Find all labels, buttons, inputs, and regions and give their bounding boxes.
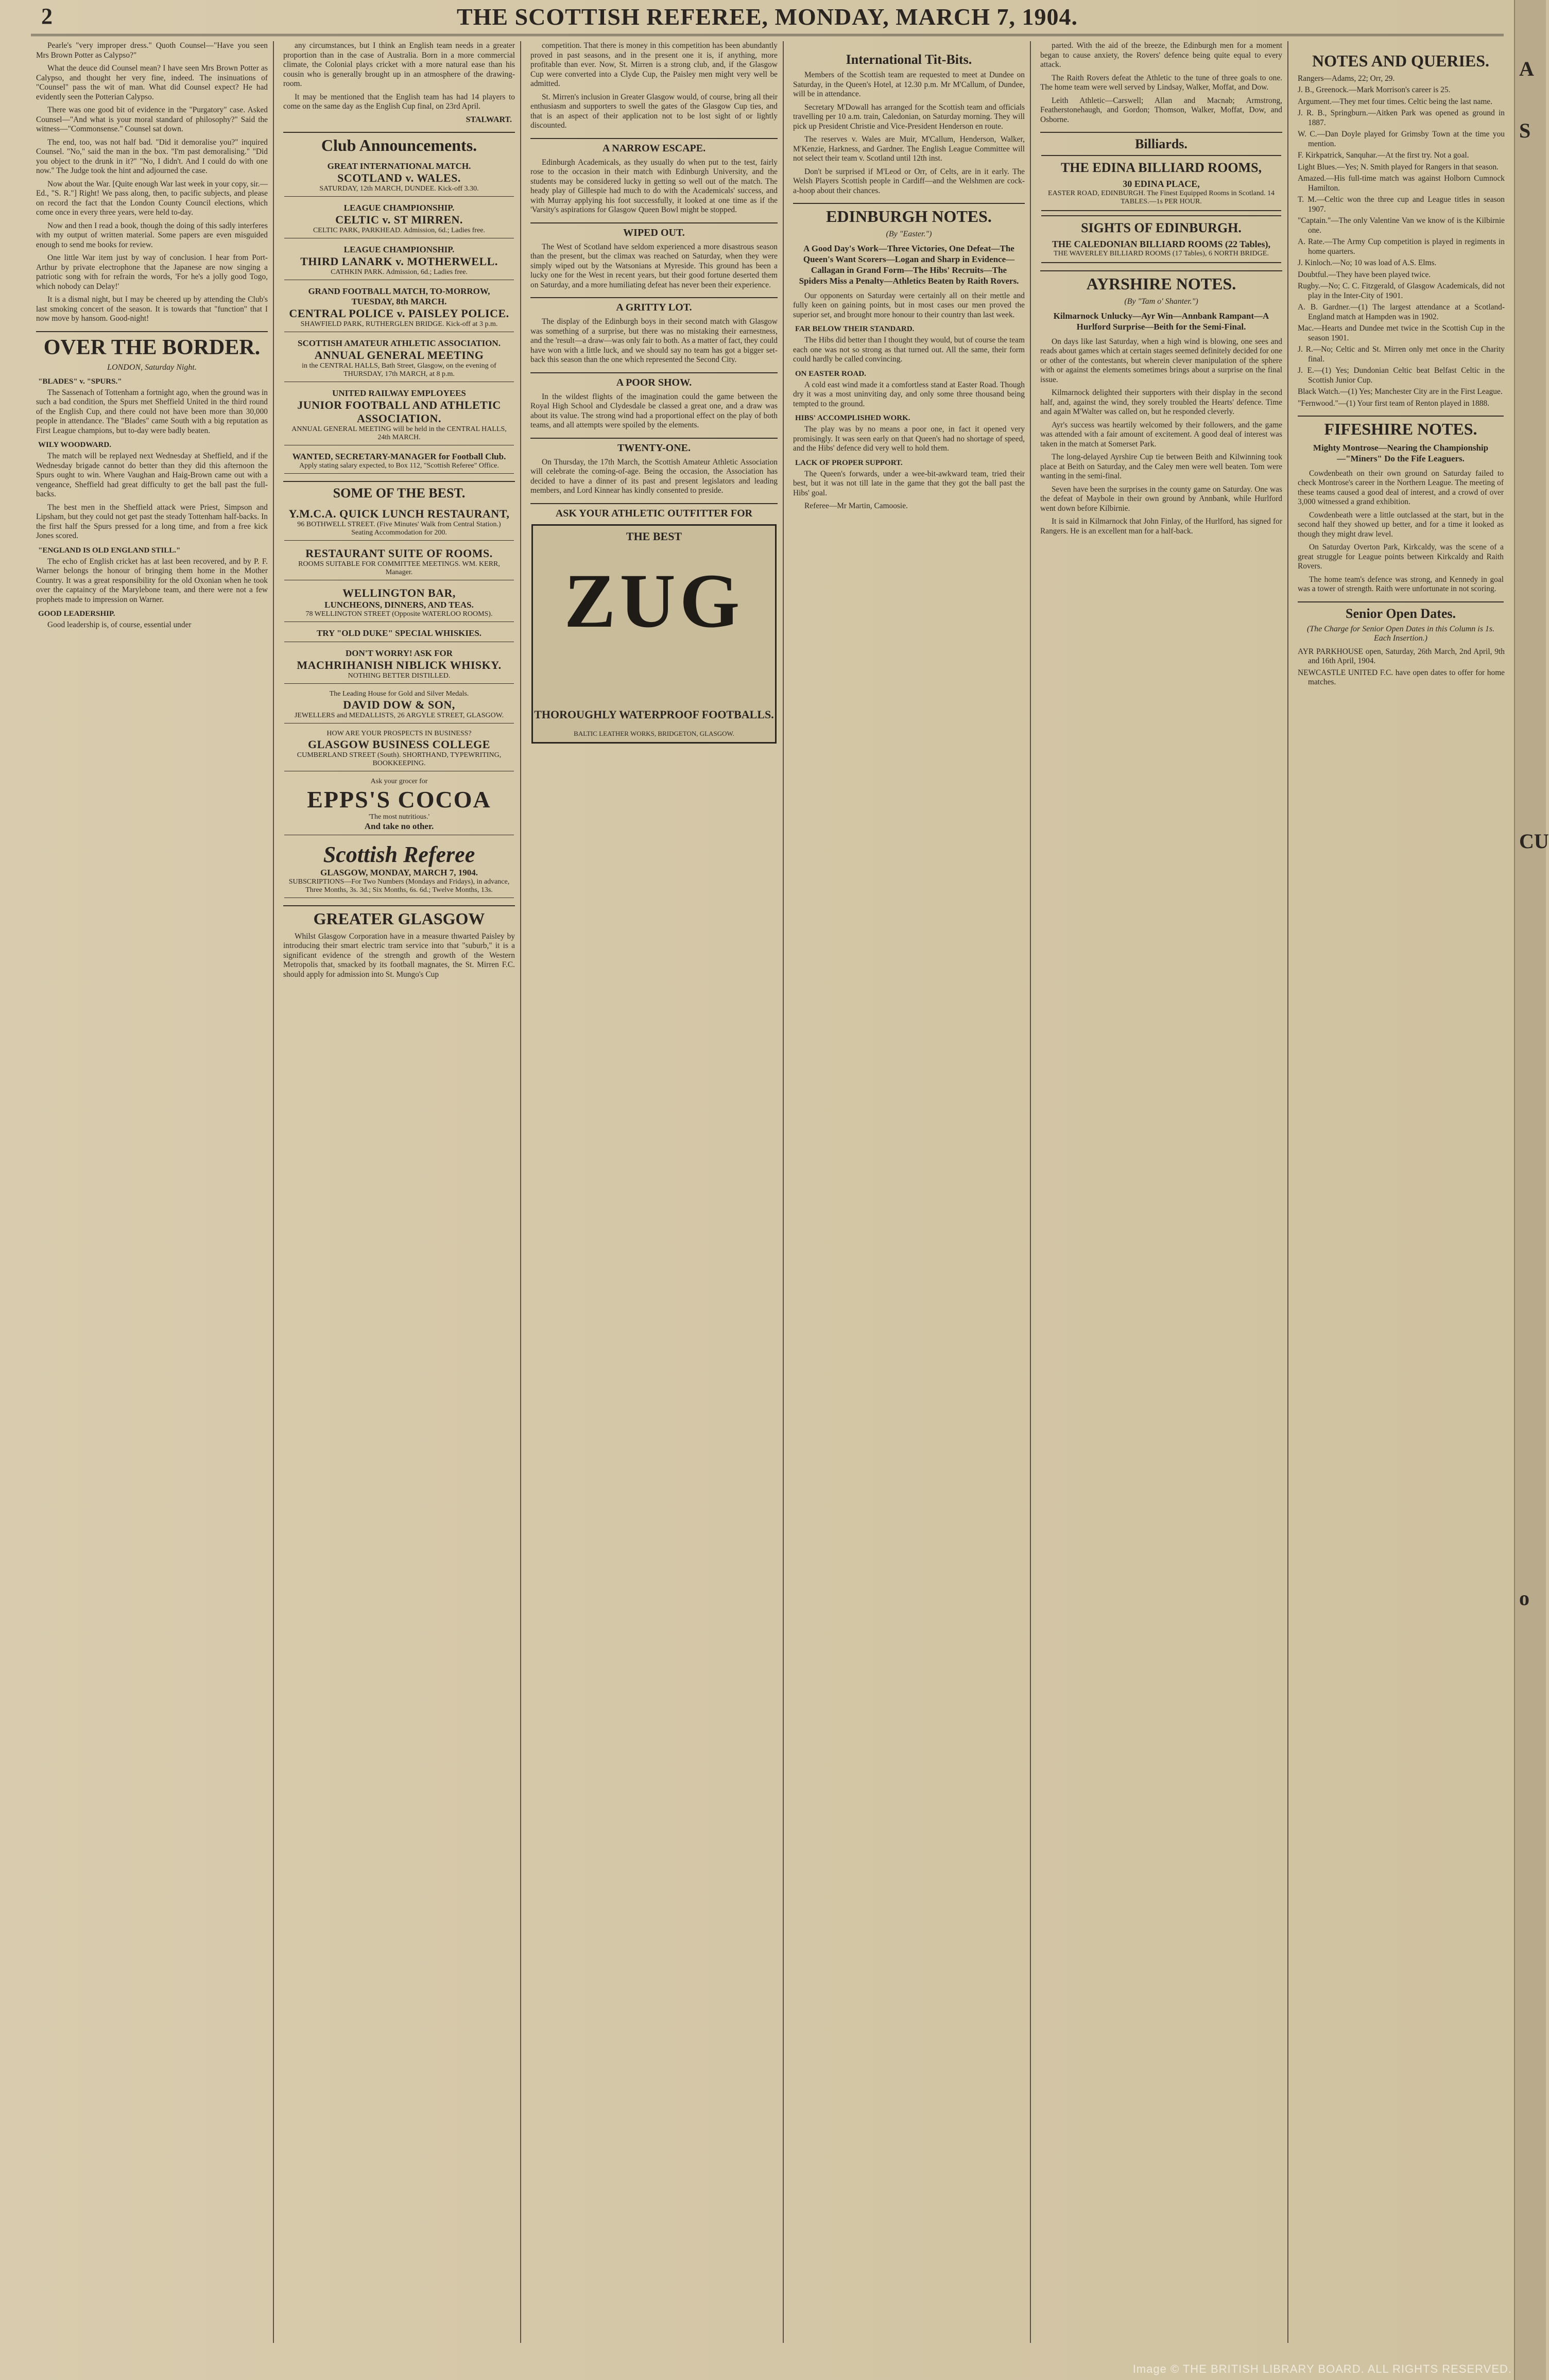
query-answer: J. R.—No; Celtic and St. Mirren only met once in the Charity final. — [1298, 345, 1505, 364]
ad-line: THE CALEDONIAN BILLIARD ROOMS (22 Tables), — [1052, 239, 1271, 250]
ad-line: BALTIC LEATHER WORKS, BRIDGETON, GLASGOW. — [574, 729, 734, 737]
ad-line: GLASGOW BUSINESS COLLEGE — [308, 738, 490, 751]
ad-line: CELTIC v. ST MIRREN. — [335, 213, 463, 227]
ad-line: The Leading House for Gold and Silver Medals. — [329, 690, 469, 698]
ad-line: Y.M.C.A. QUICK LUNCH RESTAURANT, — [288, 507, 510, 521]
ad-line: CELTIC PARK, PARKHEAD. Admission, 6d.; Ladies free. — [313, 227, 486, 235]
ad-line: Apply stating salary expected, to Box 112, "Scottish Referee" Office. — [299, 462, 499, 470]
ad-line: HOW ARE YOUR PROSPECTS IN BUSINESS? — [326, 730, 472, 738]
article-paragraph: On days like last Saturday, when a high wind is blowing, one sees and reads about games which at certain stages seemed definitely decided for one or other of the contestants, but wherein clever manipulation of the sphere with or against the elements sometimes brings about a surprise on the final issue. — [1040, 337, 1282, 384]
article-paragraph: The match will be replayed next Wednesday at Sheffield, and if the Wednesday brigade cannot do better than they did this afternoon the Spurs ought to win. Where Vaughan and Haig-Brown came out with a vengeance, Sheffield had great difficulty to get the ball past the full-backs. — [36, 452, 268, 499]
article-paragraph: On Saturday Overton Park, Kirkcaldy, was the scene of a great struggle for League points between Kirkcaldy and Raith Rovers. — [1298, 543, 1504, 571]
subheading: GOOD LEADERSHIP. — [38, 610, 115, 618]
ad-line: ANNUAL GENERAL MEETING — [314, 349, 484, 362]
advertisement — [284, 625, 514, 642]
subheading: ON EASTER ROAD. — [795, 369, 866, 378]
query-answer: Light Blues.—Yes; N. Smith played for Rangers in that season. — [1298, 162, 1499, 171]
query-answer: A. Rate.—The Army Cup competition is played in regiments in home quarters. — [1298, 237, 1505, 256]
article-paragraph: Edinburgh Academicals, as they usually do when put to the test, fairly rose to the occasion in their match with Edinburgh University, and the students may be considered lucky in getting so well out of the match. The heady play of Gillespie had much to do with the Academicals' success, and with Murray applying his foot successfully, it looked at one time as if the 'Varsity's aspirations for Glasgow Queen Bowl might be stopped. — [530, 158, 778, 214]
open-date-notice: AYR PARKHOUSE open, Saturday, 26th March, 2nd April, 9th and 16th April, 1904. — [1298, 647, 1505, 666]
byline: (By "Tam o' Shanter.") — [1124, 297, 1198, 306]
article-paragraph: Good leadership is, of course, essential under — [47, 620, 192, 630]
ad-line: ANNUAL GENERAL MEETING will be held in the CENTRAL HALLS, 24th MARCH. — [291, 425, 507, 442]
subscription-info: SUBSCRIPTIONS—For Two Numbers (Mondays and Fridays), in advance, Three Months, 3s. 3d.; Six Months, 6s. 6d.; Twelve Months, 13s. — [288, 878, 510, 894]
query-answer: F. Kirkpatrick, Sanquhar.—At the first try. Not a goal. — [1298, 151, 1469, 160]
query-answer: W. C.—Dan Doyle played for Grimsby Town at the time you mention. — [1298, 130, 1505, 148]
dateline: LONDON, Saturday Night. — [107, 363, 197, 372]
article-paragraph: The display of the Edinburgh boys in their second match with Glasgow was something of a surprise, but there was no mistaking their earnestness, and the 'result—a draw—was only fair to both. As a matter of fact, they could have won with a little luck, and we should say no team has got a bigger set-back this season than the one which represented the Second City. — [530, 317, 778, 364]
club-announcement — [284, 385, 514, 445]
club-announcement — [284, 158, 514, 197]
masthead — [31, 3, 1504, 36]
ad-line: JUNIOR FOOTBALL AND ATHLETIC ASSOCIATION. — [297, 399, 501, 425]
ad-brand: EPPS'S COCOA — [307, 786, 491, 813]
article-paragraph: The echo of English cricket has at last been recovered, and by P. F. Warner belongs the honour of bringing them home in the Mother Country. It was a great responsibility for the old Oxonian when he took over the captaincy of the Marylebone team, and there were not a few prophets made to impression on Warner. — [36, 557, 268, 604]
query-answer: "Fernwood."—(1) Your first team of Renton played in 1888. — [1298, 399, 1490, 408]
article-paragraph: The Raith Rovers defeat the Athletic to the tune of three goals to one. The home team were well served by Lindsay, Walker, Moffat, and Dow. — [1040, 73, 1282, 92]
query-answer: "Captain."—The only Valentine Van we know of is the Kilbirnie one. — [1298, 216, 1505, 235]
query-answer: Amazed.—His full-time match was against Holborn Cumnock Hamilton. — [1298, 174, 1505, 193]
adjacent-page-strip — [1514, 0, 1546, 2380]
article-paragraph: Secretary M'Dowall has arranged for the Scottish team and officials travelling per 10 a.m. train, Caledonian, on Saturday morning. They will pick up President Christie and Vice-President Henderson en route. — [793, 102, 1025, 131]
article-paragraph: Referee—Mr Martin, Camoosie. — [804, 502, 908, 511]
ad-line: LUNCHEONS, DINNERS, AND TEAS. — [324, 600, 474, 610]
article-paragraph: competition. That there is money in this competition has been abundantly proved in past seasons, and in the present one it is, if anything, more profitable than ever. Now, St. Mirren is a strong club, and, if the Glasgow Cup were converted into a Clyde Cup, the Paisley men might very well be admitted. — [530, 41, 778, 88]
paper-date: GLASGOW, MONDAY, MARCH 7, 1904. — [320, 868, 478, 878]
article-paragraph: Seven have been the surprises in the county game on Saturday. One was the defeat of Maybole in their own ground by Annbank, while Hurlford went down before Kilbirnie. — [1040, 485, 1282, 513]
ad-line: 'The most nutritious.' — [368, 813, 430, 821]
subheading: FAR BELOW THEIR STANDARD. — [795, 325, 915, 334]
subheading: WILY WOODWARD. — [38, 441, 111, 450]
article-paragraph: Leith Athletic—Carswell; Allan and Macnab; Armstrong, Featherstonehaugh, and Gordon; Thomson, Walker, Moffat, Dow, and Osborne. — [1040, 96, 1282, 124]
ad-line: TRY "OLD DUKE" SPECIAL WHISKIES. — [316, 628, 482, 639]
ad-line: NOTHING BETTER DISTILLED. — [348, 672, 451, 680]
epps-cocoa-advertisement — [284, 774, 514, 835]
article-paragraph: parted. With the aid of the breeze, the Edinburgh men for a moment began to cause anxiety, the Rovers' defence being quite equal to every attack. — [1040, 41, 1282, 69]
subheading: "BLADES" v. "SPURS." — [38, 377, 122, 386]
section-heading: NOTES AND QUERIES. — [1312, 51, 1490, 70]
section-heading: GREATER GLASGOW — [283, 905, 515, 928]
article-paragraph: any circumstances, but I think an English team needs in a greater proportion than in the case of Australia. Born in a more commercial climate, the Colonial plays cricket with a more natural ease than his cousin who is generally brought up in an atmosphere of the drawing-room. — [283, 41, 515, 88]
ad-line: LEAGUE CHAMPIONSHIP. — [343, 203, 455, 213]
article-paragraph: The West of Scotland have seldom experienced a more disastrous season than the present, but the climax was reached on Saturday, when they were simply wiped out by the Watsonians at Myreside. This ground has been a lucky one for the West in recent years, but their good fortune deserted them on Saturday, and a more humiliating defeat has never been their experience. — [530, 242, 778, 289]
ad-line: GREAT INTERNATIONAL MATCH. — [327, 161, 471, 171]
ad-line: 78 WELLINGTON STREET (Opposite WATERLOO ROOMS). — [305, 610, 493, 618]
query-answer: Mac.—Hearts and Dundee met twice in the Scottish Cup in the season 1901. — [1298, 324, 1505, 342]
newspaper-title: THE SCOTTISH REFEREE, MONDAY, MARCH 7, 1904. — [456, 4, 1078, 30]
article-paragraph: The best men in the Sheffield attack were Priest, Simpson and Lipsham, but they could not get past the steady Tottenham half-backs. In the first half the Spurs pressed for a long time, and from a free kick Jones scored. — [36, 503, 268, 541]
article-paragraph: Our opponents on Saturday were certainly all on their mettle and fully keen on gaining points, but in most cases our men proved the superior set, and brought more honour to their country than last week. — [793, 291, 1025, 319]
ad-line: EASTER ROAD, EDINBURGH. The Finest Equipped Rooms in Scotland. 14 TABLES.—1s PER HOUR. — [1048, 189, 1275, 206]
article-paragraph: It is a dismal night, but I may be cheered up by attending the Club's last smoking concert of the season. It is towards that "function" that I now move by hansom. Good-night! — [36, 295, 268, 323]
ad-line: CATHKIN PARK. Admission, 6d.; Ladies free. — [331, 268, 468, 277]
column-5 — [1035, 41, 1288, 2343]
query-answer: Rangers—Adams, 22; Orr, 29. — [1298, 74, 1395, 83]
article-paragraph: Members of the Scottish team are requested to meet at Dundee on Saturday, in the Queen's Hotel, at 12.30 p.m. Mr M'Callum, of Dundee, will be in attendance. — [793, 71, 1025, 99]
section-heading: AYRSHIRE NOTES. — [1040, 270, 1282, 293]
article-deck: A Good Day's Work—Three Victories, One Defeat—The Queen's Want Scorers—Logan and Sharp in Evidence—Callagan in Grand Form—The Hibs' Recruits—The Spiders Miss a Penalty—Athletics Beaten by Raith Rovers. — [799, 243, 1019, 286]
article-deck: Mighty Montrose—Nearing the Championship—"Miners" Do the Fife Leaguers. — [1313, 442, 1489, 463]
copyright-watermark: Image © THE BRITISH LIBRARY BOARD. ALL RIGHTS RESERVED. — [1132, 2362, 1512, 2375]
ad-line: SHAWFIELD PARK, RUTHERGLEN BRIDGE. Kick-off at 3 p.m. — [300, 320, 498, 329]
byline: (By "Easter.") — [886, 229, 932, 238]
article-paragraph: On Thursday, the 17th March, the Scottish Amateur Athletic Association will celebrate the coming-of-age. Being the occasion, the Association has decided to have a dinner of its past and present legislators and leading members, and Lord Kinnear has kindly consented to preside. — [530, 457, 778, 495]
query-answer: J. E.—(1) Yes; Dundonian Celtic beat Belfast Celtic in the Scottish Junior Cup. — [1298, 366, 1505, 385]
section-heading: Club Announcements. — [283, 132, 515, 154]
article-paragraph: The home team's defence was strong, and Kennedy in goal was a tower of strength. Raith were unfortunate in not scoring. — [1298, 575, 1504, 594]
ad-line: DON'T WORRY! ASK FOR — [346, 648, 453, 659]
article-paragraph: Pearle's "very improper dress." Quoth Counsel—"Have you seen Mrs Brown Potter as Calypso?" — [36, 41, 268, 60]
article-paragraph: One little War item just by way of conclusion. I hear from Port-Arthur by private electrophone that the Japanese are now singing a patriotic song with for refrain the words, 'For he's a jolly good Togo, which nobody can Delay!' — [36, 253, 268, 291]
ad-line: JEWELLERS and MEDALLISTS, 26 ARGYLE STREET, GLASGOW. — [294, 712, 504, 720]
article-paragraph: Cowdenbeath on their own ground on Saturday failed to check Montrose's career in the Northern League. The meeting of these teams caused a good deal of interest, and a crowd of over 3,000 witnessed a grand exhibition. — [1298, 469, 1504, 507]
adjacent-page-letter: CU — [1519, 830, 1549, 853]
query-answer: T. M.—Celtic won the three cup and League titles in season 1907. — [1298, 195, 1505, 214]
ad-line: WELLINGTON BAR, — [342, 587, 456, 600]
ad-line: 96 BOTHWELL STREET. (Five Minutes' Walk from Central Station.) Seating Accommodation for 200. — [297, 521, 501, 537]
article-paragraph: There was one good bit of evidence in the "Purgatory" case. Asked Counsel—"And what is your moral standard of philosophy?" Said the witness—"Commonsense." Counsel sat down. — [36, 106, 268, 133]
query-answer: A. B. Gardner.—(1) The largest attendance at a Scotland-England match at Hampden was in 1902. — [1298, 303, 1505, 321]
ad-line: UNITED RAILWAY EMPLOYEES — [332, 388, 466, 399]
ad-line: SATURDAY, 12th MARCH, DUNDEE. Kick-off 3.30. — [319, 185, 479, 193]
query-answer: Argument.—They met four times. Celtic being the last name. — [1298, 97, 1492, 106]
article-paragraph: It may be mentioned that the English team has had 14 players to come on the same day as the English Cup final, on 23rd April. — [283, 92, 515, 111]
section-heading: International Tit-Bits. — [846, 52, 972, 67]
open-date-notice: NEWCASTLE UNITED F.C. have open dates to offer for home matches. — [1298, 668, 1505, 687]
ad-line: LEAGUE CHAMPIONSHIP. — [343, 245, 455, 255]
advertisement — [284, 504, 514, 541]
section-heading: WIPED OUT. — [530, 222, 778, 238]
advertisement — [284, 645, 514, 684]
query-answer: Doubtful.—They have been played twice. — [1298, 270, 1431, 279]
section-heading: OVER THE BORDER. — [36, 331, 268, 359]
adjacent-page-letter: A — [1519, 57, 1534, 80]
section-heading: Billiards. — [1040, 132, 1282, 151]
query-answer: J. R. B., Springburn.—Aitken Park was opened as ground in 1887. — [1298, 109, 1505, 127]
ad-heading: ASK YOUR ATHLETIC OUTFITTER FOR — [530, 503, 778, 519]
ad-brand: ZUG — [564, 558, 744, 644]
article-paragraph: A cold east wind made it a comfortless stand at Easter Road. Though dry it was a most uninviting day, and only some three thousand being tempted to the ground. — [793, 380, 1025, 408]
query-answer: Rugby.—No; C. C. Fitzgerald, of Glasgow Academicals, did not play in the Inter-City of 1901. — [1298, 282, 1505, 300]
article-paragraph: The reserves v. Wales are Muir, M'Callum, Henderson, Walker, M'Kenzie, Harkness, and Gardner. The English League Committee will not select their team v. Scotland until 12th inst. — [793, 135, 1025, 163]
paper-info-box — [284, 838, 514, 898]
club-announcement — [284, 335, 514, 382]
advertisement — [284, 583, 514, 622]
ad-line: WANTED, SECRETARY-MANAGER for Football Club. — [292, 452, 506, 462]
ad-line: THIRD LANARK v. MOTHERWELL. — [300, 255, 498, 268]
subheading: HIBS' ACCOMPLISHED WORK. — [795, 414, 910, 423]
ad-line: DAVID DOW & SON, — [343, 698, 455, 712]
article-paragraph: Now and then I read a book, though the doing of this sadly interferes with my output of written material. Some papers are even misguided enough to send me books for review. — [36, 221, 268, 249]
ad-line: SCOTTISH AMATEUR ATHLETIC ASSOCIATION. — [298, 338, 501, 349]
article-paragraph: Whilst Glasgow Corporation have in a measure thwarted Paisley by introducing their smart electric tram service into that "suburb," it is a significant evidence of the strength and growth of the Western Metropolis that, smacked by its football magnates, the St. Mirren F.C. should apply for admission into St. Mungo's Cup — [283, 932, 515, 979]
article-paragraph: St. Mirren's inclusion in Greater Glasgow would, of course, bring all their enthusiasm and supporters to swell the gates of the Glasgow Cup ties, and that is an aspect of their application not to be lost sight of or lightly discounted. — [530, 92, 778, 130]
ad-line: THE WAVERLEY BILLIARD ROOMS (17 Tables), 6 NORTH BRIDGE. — [1054, 250, 1269, 258]
article-paragraph: In the wildest flights of the imagination could the game between the Royal High School and Clydesdale be classed a great one, and a draw was about its value. The strong wind had a proportional effect on the play of both teams, and all attempts were spoiled by the elements. — [530, 392, 778, 429]
club-announcement — [284, 200, 514, 238]
adjacent-page-letter: o — [1519, 1586, 1529, 1610]
section-heading: Senior Open Dates. — [1298, 601, 1504, 620]
article-paragraph: Kilmarnock delighted their supporters with their display in the second half, and, against the wind, they sorely troubled the Hearts' defence. Time and again M'Walter was called on, but he responded cleverly. — [1040, 388, 1282, 417]
ad-line: Ask your grocer for — [370, 778, 428, 786]
section-heading: A NARROW ESCAPE. — [530, 138, 778, 154]
ad-line: 30 EDINA PLACE, — [1123, 179, 1200, 189]
ad-line: THE EDINA BILLIARD ROOMS, — [1060, 160, 1262, 176]
ad-line: CENTRAL POLICE v. PAISLEY POLICE. — [289, 307, 509, 320]
query-answer: J. B., Greenock.—Mark Morrison's career is 25. — [1298, 85, 1451, 95]
column-4 — [788, 41, 1031, 2343]
section-heading: EDINBURGH NOTES. — [793, 203, 1025, 226]
zug-football-advertisement — [531, 524, 777, 744]
section-heading: A POOR SHOW. — [530, 372, 778, 388]
subheading: LACK OF PROPER SUPPORT. — [795, 458, 903, 467]
section-heading: SOME OF THE BEST. — [283, 481, 515, 500]
article-paragraph: Cowdenbeath were a little outclassed at the start, but in the second half they showed up better, and for a time it looked as though they might draw level. — [1298, 510, 1504, 539]
article-paragraph: The play was by no means a poor one, in fact it opened very promisingly. It was seen early on that Queen's had no shortage of speed, and the Hibs' defence did very well to hold them. — [793, 425, 1025, 453]
article-paragraph: The Sassenach of Tottenham a fortnight ago, when the ground was in such a bad condition, the Spurs met Sheffield United in the third round of the English Cup, and there could not have been more than 30,000 people in attendance. The "Blades" came South with a big reputation as First League champions, but to-day were badly beaten. — [36, 388, 268, 435]
column-2 — [278, 41, 521, 2343]
billiards-advertisement — [1041, 215, 1281, 263]
club-announcement — [284, 242, 514, 280]
ad-line: ROOMS SUITABLE FOR COMMITTEE MEETINGS. WM. KERR, Manager. — [298, 560, 500, 577]
ad-line: MACHRIHANISH NIBLICK WHISKY. — [297, 659, 502, 672]
author-signature: STALWART. — [466, 115, 512, 124]
article-paragraph: It is said in Kilmarnock that John Finlay, of the Hurlford, has signed for Rangers. He is an excellent man for a half-back. — [1040, 517, 1282, 536]
article-paragraph: The Hibs did better than I thought they would, but of course the team each one was not so strong as that turned out. All the same, their form could hardly be called convincing. — [793, 336, 1025, 364]
billiards-advertisement — [1041, 155, 1281, 211]
article-paragraph: Now about the War. [Quite enough War last week in your copy, sir.—Ed., "S. R."] Right! We pass along, then, to pacific subjects, and please on record the fact that the London County Council elections, which come once in every three years, were held to-day. — [36, 179, 268, 217]
section-heading: FIFESHIRE NOTES. — [1298, 416, 1504, 438]
club-announcement — [284, 283, 514, 332]
paper-nameplate: Scottish Referee — [323, 842, 475, 868]
article-paragraph: Don't be surprised if M'Leod or Orr, of Celts, are in it early. The Welsh Players Scottish people in Cardiff—and the Welshmen are cock-a-hoop about their chances. — [793, 167, 1025, 195]
ad-line: GRAND FOOTBALL MATCH, TO-MORROW, TUESDAY, 8th MARCH. — [308, 286, 490, 307]
article-paragraph: The end, too, was not half bad. "Did it demoralise you?" inquired Counsel. "No," said the man in the box. "I'm past demoralising." "Did you object to the drunk in it?" "No, I didn't. And I could do with one now." The Judge took the hint and adjourned the case. — [36, 137, 268, 175]
article-paragraph: What the deuce did Counsel mean? I have seen Mrs Brown Potter as Calypso, and thought her very fine, indeed. The insinuations of "Counsel" pass the wit of man. What did Counsel expect? He had evidently seen the Potterian Calypso. — [36, 64, 268, 101]
club-announcement — [284, 449, 514, 474]
advertisement — [284, 687, 514, 723]
notice: (The Charge for Senior Open Dates in this Column is 1s. Each Insertion.) — [1306, 624, 1495, 643]
ad-line: And take no other. — [364, 821, 434, 832]
advertisement — [284, 727, 514, 771]
column-1 — [31, 41, 274, 2343]
article-paragraph: The long-delayed Ayrshire Cup tie between Beith and Kilwinning took place at Beith on Saturday, and the Caley men were well beaten. Tom were wanting in the semi-final. — [1040, 453, 1282, 481]
section-heading: TWENTY-ONE. — [530, 438, 778, 454]
column-3 — [525, 41, 784, 2343]
advertisement — [284, 544, 514, 580]
ad-line: SIGHTS OF EDINBURGH. — [1081, 220, 1242, 236]
ad-line: SCOTLAND v. WALES. — [337, 171, 461, 185]
ad-line: THOROUGHLY WATERPROOF FOOTBALLS. — [534, 708, 774, 721]
query-answer: Black Watch.—(1) Yes; Manchester City are in the First League. — [1298, 387, 1503, 396]
adjacent-page-letter: S — [1519, 119, 1531, 142]
ad-line: CUMBERLAND STREET (South). SHORTHAND, TYPEWRITING, BOOKKEEPING. — [297, 751, 502, 768]
article-paragraph: Ayr's success was heartily welcomed by their followers, and the game was attended with a fair amount of excitement. A good deal of interest was taken in the match at Somerset Park. — [1040, 420, 1282, 449]
ad-line: THE BEST — [626, 529, 682, 543]
subheading: "ENGLAND IS OLD ENGLAND STILL." — [38, 546, 181, 555]
column-6 — [1293, 41, 1509, 2343]
article-paragraph: The Queen's forwards, under a wee-bit-awkward team, tried their best, but it was not till late in the game that they got the ball past the Hibs' goal. — [793, 469, 1025, 497]
page-number: 2 — [41, 4, 53, 29]
ad-line: in the CENTRAL HALLS, Bath Street, Glasgow, on the evening of THURSDAY, 17th MARCH, at 8 p.m. — [302, 362, 496, 378]
ad-line: RESTAURANT SUITE OF ROOMS. — [305, 547, 493, 560]
query-answer: J. Kinloch.—No; 10 was load of A.S. Elms. — [1298, 258, 1437, 268]
section-heading: A GRITTY LOT. — [530, 297, 778, 313]
article-deck: Kilmarnock Unlucky—Ayr Win—Annbank Rampant—A Hurlford Surprise—Beith for the Semi-Final. — [1053, 311, 1269, 332]
